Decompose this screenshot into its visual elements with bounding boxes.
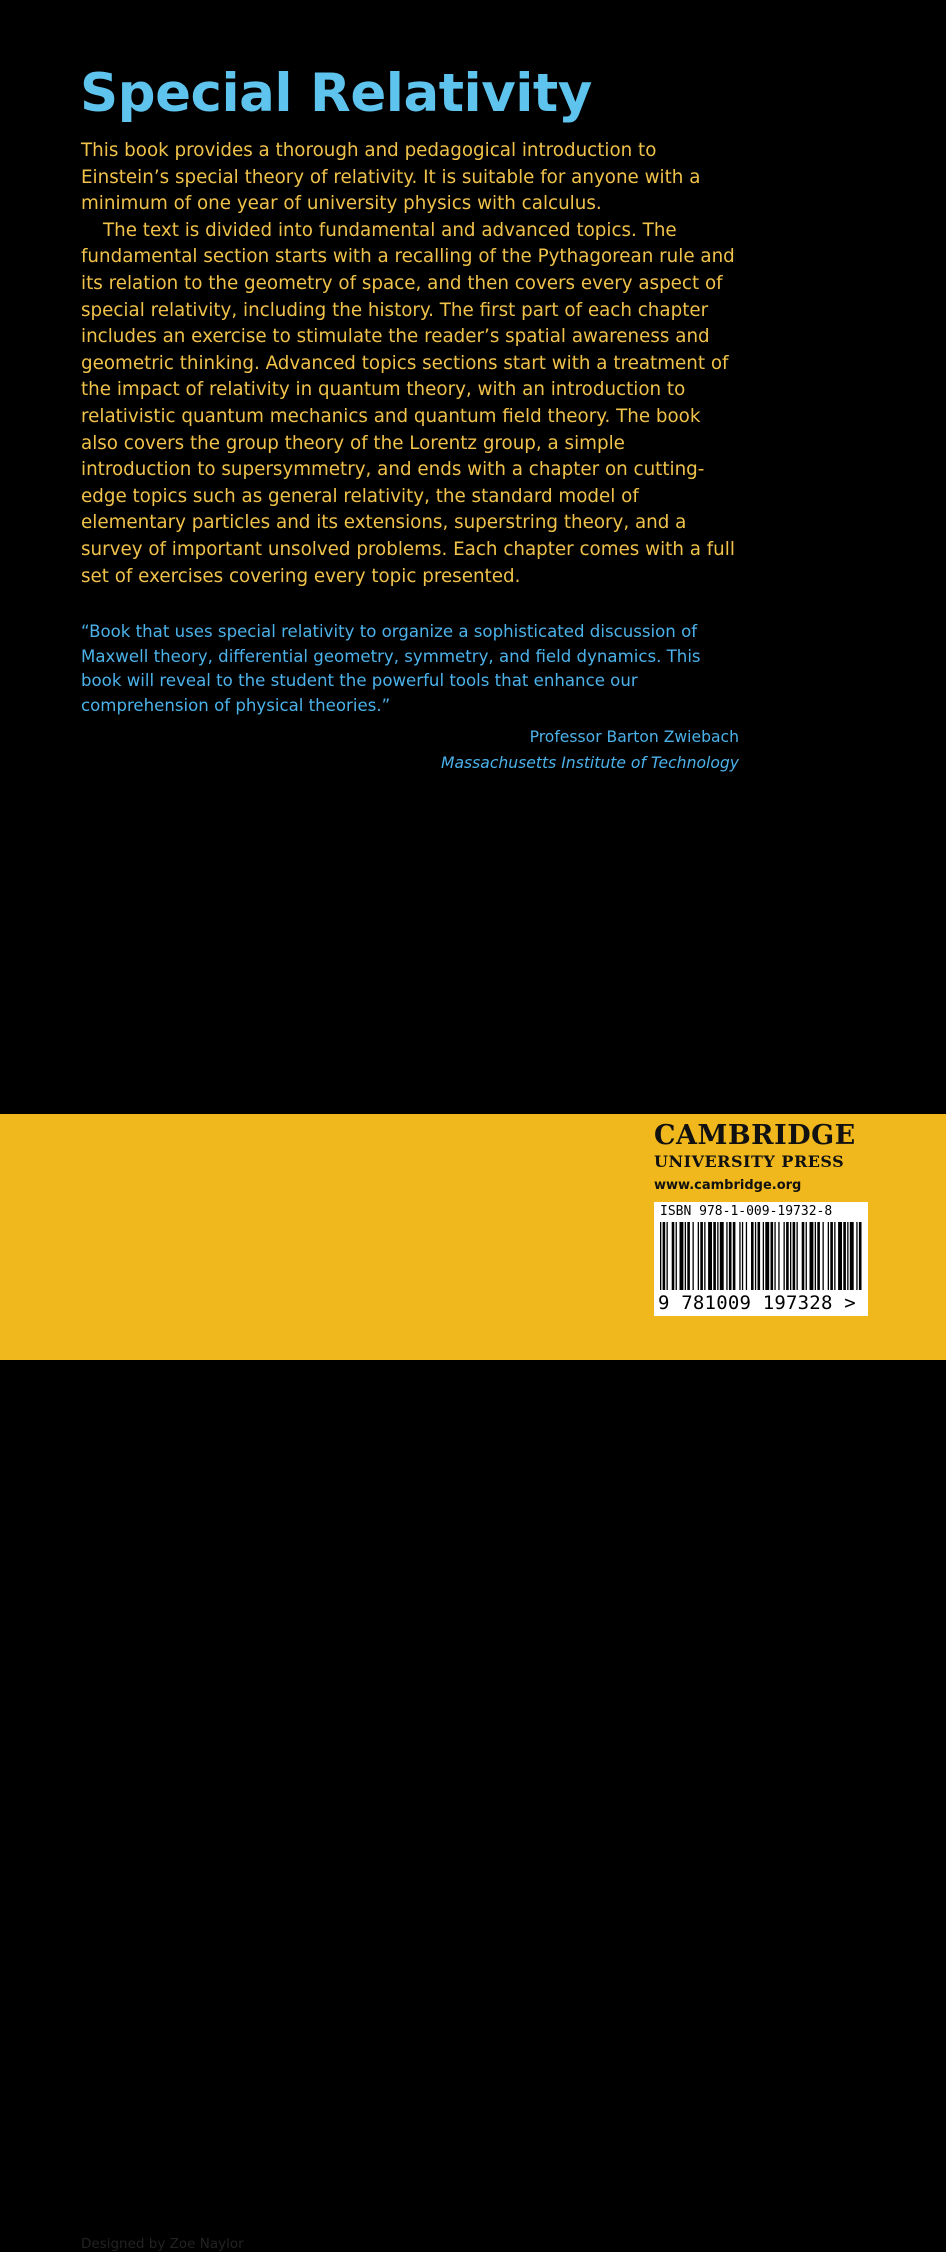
barcode-bar — [802, 1222, 805, 1290]
publisher-logo — [654, 1120, 868, 1193]
barcode-bar — [660, 1222, 661, 1290]
barcode-bar — [726, 1222, 727, 1290]
barcode-bar — [704, 1222, 705, 1290]
barcode-bar — [774, 1222, 775, 1290]
reviewer-institution: Massachusetts Institute of Technology — [441, 754, 739, 772]
barcode-bar — [834, 1222, 835, 1290]
barcode-bar — [729, 1222, 732, 1290]
barcode-bar — [685, 1222, 686, 1290]
publisher-website: www.cambridge.org — [654, 1178, 802, 1193]
barcode-bar — [733, 1222, 736, 1290]
barcode-bar — [830, 1222, 833, 1290]
description-paragraph-1: This book provides a thorough and pedagogical introduction to Einstein’s special theory of relativity. It is suitable for anyone with a minimum of one year of university physics with calculus. — [81, 140, 701, 215]
barcode-bar — [672, 1222, 675, 1290]
book-title: Special Relativity — [80, 63, 592, 124]
barcode-bar — [717, 1222, 718, 1290]
barcode-bar — [693, 1222, 694, 1290]
barcode-image — [660, 1222, 862, 1292]
barcode-bar — [755, 1222, 756, 1290]
barcode-bar — [708, 1222, 712, 1290]
barcode-bar — [758, 1222, 761, 1290]
description-paragraph-2: The text is divided into fundamental and advanced topics. The fundamental section starts with a recalling of the Pythagorean rule and its relation to the geometry of space, and then covers every aspect of special relativity, including the history. The first part of each chapter includes an exercise to stimulate the reader’s spatial awareness and geometric thinking. Advanced topics sections start with a treatment of the impact of relativity in quantum theory, with an introduction to relativistic quantum mechanics and quantum field theory. The book also covers the group theory of the Lorentz group, a simple introduction to supersymmetry, and ends with a chapter on cutting-edge topics such as general relativity, the standard model of elementary particles and its extensions, superstring theory, and a survey of important unsolved problems. Each chapter comes with a full set of exercises covering every topic presented. — [81, 219, 735, 587]
barcode-bar — [815, 1222, 816, 1290]
barcode-bar — [838, 1222, 842, 1290]
barcode-bar — [667, 1222, 668, 1290]
publisher-subtitle: UNIVERSITY PRESS — [654, 1152, 845, 1171]
barcode-bar — [786, 1222, 789, 1290]
barcode-bar — [793, 1222, 796, 1290]
barcode-bar — [720, 1222, 724, 1290]
review-quote: “Book that uses special relativity to organize a sophisticated discussion of Maxwell theory, differential geometry, symmetry, and field dynamics. This book will reveal to the student the powerful tools that enhance our comprehension of physical theories.” — [81, 622, 701, 715]
barcode-bar — [810, 1222, 814, 1290]
barcode-bar — [847, 1222, 848, 1290]
barcode-bar — [797, 1222, 798, 1290]
barcode-bar — [739, 1222, 740, 1290]
publisher-name: CAMBRIDGE — [654, 1120, 856, 1151]
barcode-bar — [817, 1222, 820, 1290]
reviewer-name: Professor Barton Zwiebach — [529, 728, 739, 746]
isbn-label: ISBN 978-1-009-19732-8 — [660, 1204, 833, 1219]
cover-top-panel — [0, 0, 946, 1114]
barcode-bar — [843, 1222, 846, 1290]
barcode-bar — [765, 1222, 769, 1290]
barcode-bar — [859, 1222, 862, 1290]
barcode-bar — [778, 1222, 779, 1290]
barcode-bar — [680, 1222, 684, 1290]
review-attribution — [441, 724, 739, 776]
barcode-bar — [676, 1222, 677, 1290]
barcode-bar — [850, 1222, 854, 1290]
barcode-bar — [698, 1222, 699, 1290]
designer-credit: Designed by Zoe Naylor — [81, 2236, 244, 2252]
barcode-digits: 9 781009 197328 > — [658, 1292, 856, 1314]
barcode-bar — [687, 1222, 690, 1290]
barcode-bar — [823, 1222, 824, 1290]
barcode-bar — [700, 1222, 703, 1290]
barcode-bar — [828, 1222, 829, 1290]
barcode-bar — [746, 1222, 747, 1290]
barcode-bar — [742, 1222, 743, 1290]
book-description — [81, 138, 741, 590]
barcode-bar — [806, 1222, 807, 1290]
barcode-bar — [663, 1222, 666, 1290]
barcode-bar — [713, 1222, 716, 1290]
barcode-bar — [784, 1222, 785, 1290]
barcode-bar — [763, 1222, 764, 1290]
barcode-bar — [771, 1222, 774, 1290]
barcode-bar — [751, 1222, 754, 1290]
barcode-bar — [856, 1222, 857, 1290]
barcode-bar — [790, 1222, 791, 1290]
barcode-panel — [654, 1202, 868, 1316]
